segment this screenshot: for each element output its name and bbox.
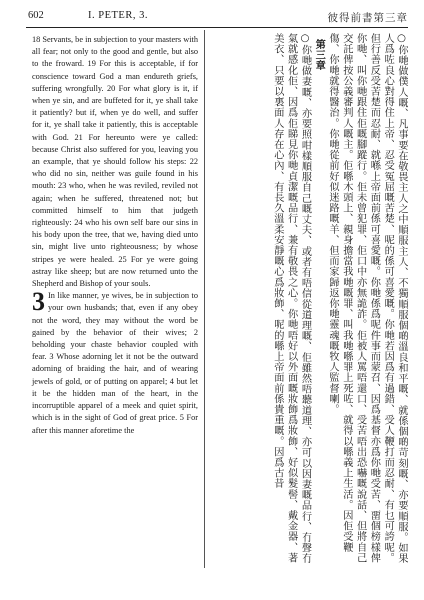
- column-divider: [204, 30, 205, 568]
- page-header: [28, 10, 408, 28]
- english-paragraph-ch2: 18 Servants, be in subjection to your masters with all fear; not only to the good and gentle, but also to the froward. 19 For this is acceptable, if for conscience toward God a man endureth griefs, suffering wrongfully. 20 For what glory is it, if when ye sin, and are buffeted for it, ye shall take it patiently? but if, when ye do well, and suffer for it, ye shall take it patiently, this is acceptable with God. 21 For hereunto were ye called: because Christ also suffered for you, leaving you an example, that ye should follow his steps: 22 who did no sin, neither was guile found in his mouth: 23 who, when he was reviled, reviled not again; when he suffered, threatened not; but committed himself to him that judgeth righteously: 24 who his own self bare our sins in his body upon the tree, that we, having died unto sin, might live unto righteousness; by whose stripes ye were healed. 25 For ye were going astray like sheep; but are now returned unto the Shepherd and Bishop of your souls.: [32, 35, 198, 289]
- chinese-text-ch2: ○你哋做僕人嘅、凡事要在敬畏主人之中順服主人、不獨順服個啲溫良和平嘅、就係個啲苛刻嘅、亦要順服。如果人爲咗良心對得住上帝、忍受冤屈嘅苦楚、呢的係可喜愛嘅。你哋若因爲有過錯、受人鞭打而忍耐、有乜可誇呢。但行善反受苦楚而忍耐、就喺上帝面前係可喜愛嘅。你哋係爲呢件事而蒙召、因爲基督亦爲你哋受苦、畱個榜樣俾你哋、叫你哋跟住佢嘅腳蹤行。佢未曾犯罪、佢口中亦無詭詐。佢被人罵唔還口、受苦唔出恐嚇嘅說話、但將自己交託俾按公義審判人嘅主。佢喺木頭上、親身擔當我哋嘅罪、叫我哋喺罪上死咗、就得以喺義上生活。因佢受鞭傷、你哋就得醫治。你哋從前好似迷路嘅羊、但而家歸返你哋靈魂嘅牧人監督喇。: [327, 33, 407, 564]
- chapter-dropcap: 3: [32, 287, 45, 317]
- book-reference: I. PETER, 3.: [88, 10, 148, 21]
- chinese-text-ch3: ○你哋做妻嘅、亦要照咁樣順服自己嘅丈夫、或者有唔信從道理嘅、佢雖然唔聽道理、亦可以因妻嘅品行、冇聲冇氣就感化佢、因爲佢睇見你哋貞潔嘅品行、兼有敬畏之心。你哋唔好以外面嘅妝飾爲妝飾、好似髮髻、戴金器、著美衣、只要以裏面人存在心內、有長久溫柔安靜嘅心爲妝飾、呢的喺上帝面前係貴重嘅。因爲古昔: [271, 33, 311, 564]
- english-paragraph-ch3: [32, 287, 198, 436]
- page-number: 602: [28, 10, 44, 21]
- chinese-running-title: 彼得前書第三章: [327, 13, 408, 24]
- english-paragraph-ch3-text: In like manner, ye wives, be in subjection to your own husbands; that, even if any obey not the word, they may without the word be gained by the behavior of their wives; 2 beholding your chaste behavior coupled with fear. 3 Whose adorning let it not be the outward adorning of braiding the hair, and of wearing jewels of gold, or of putting on apparel; 4 but let it be the hidden man of the heart, in the incorruptible apparel of a meek and quiet spirit, which is in the sight of God of great price. 5 For after this manner aforetime the: [32, 291, 198, 435]
- header-rule: [26, 27, 408, 28]
- chinese-chapter-heading: 第三章: [313, 39, 326, 71]
- english-column: [32, 34, 198, 437]
- chinese-column: [212, 33, 408, 565]
